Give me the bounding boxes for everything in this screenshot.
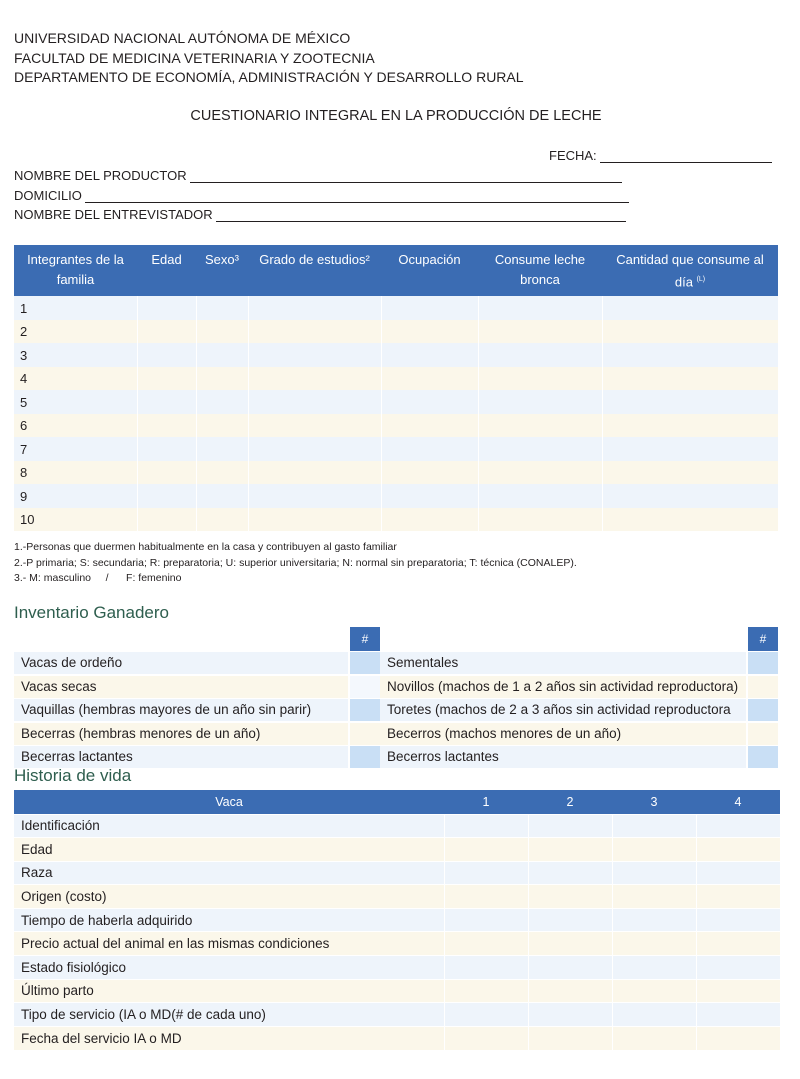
col-cow-3: 3 bbox=[612, 790, 696, 814]
footnote-3: 3.- M: masculino / F: femenino bbox=[14, 572, 182, 584]
family-cell[interactable] bbox=[196, 414, 248, 438]
history-cell[interactable] bbox=[612, 838, 696, 862]
history-row-label: Identificación bbox=[14, 814, 444, 838]
family-cell[interactable] bbox=[478, 484, 602, 508]
address-label: DOMICILIO bbox=[14, 188, 82, 203]
family-cell[interactable] bbox=[196, 461, 248, 485]
family-cell[interactable] bbox=[381, 367, 478, 391]
family-cell[interactable] bbox=[137, 390, 196, 414]
family-cell[interactable] bbox=[478, 296, 602, 320]
university-name: UNIVERSIDAD NACIONAL AUTÓNOMA DE MÉXICO bbox=[14, 30, 351, 46]
history-title: Historia de vida bbox=[14, 766, 132, 785]
history-cell[interactable] bbox=[528, 814, 612, 838]
history-table-header bbox=[14, 790, 780, 814]
inventory-title: Inventario Ganadero bbox=[14, 603, 169, 622]
unit-sup: (L) bbox=[696, 276, 706, 283]
family-cell[interactable] bbox=[478, 461, 602, 485]
history-cell[interactable] bbox=[444, 908, 528, 932]
table-row bbox=[14, 320, 778, 344]
history-cell[interactable] bbox=[444, 814, 528, 838]
table-row bbox=[14, 956, 780, 980]
family-cell[interactable] bbox=[602, 390, 778, 414]
history-cell[interactable] bbox=[528, 932, 612, 956]
family-cell[interactable] bbox=[381, 461, 478, 485]
family-cell[interactable] bbox=[196, 296, 248, 320]
family-cell[interactable] bbox=[478, 343, 602, 367]
history-cell[interactable] bbox=[696, 979, 780, 1003]
family-cell[interactable] bbox=[602, 367, 778, 391]
family-cell[interactable] bbox=[248, 437, 381, 461]
inventory-item-left: Vacas secas bbox=[14, 676, 348, 698]
producer-label: NOMBRE DEL PRODUCTOR bbox=[14, 168, 187, 183]
interviewer-field[interactable] bbox=[14, 207, 626, 222]
family-cell[interactable] bbox=[137, 320, 196, 344]
family-cell[interactable] bbox=[137, 414, 196, 438]
history-cell[interactable] bbox=[612, 885, 696, 909]
col-cow-4: 4 bbox=[696, 790, 780, 814]
family-cell[interactable] bbox=[137, 367, 196, 391]
family-cell[interactable] bbox=[196, 343, 248, 367]
history-cell[interactable] bbox=[444, 932, 528, 956]
family-cell[interactable] bbox=[248, 414, 381, 438]
family-cell[interactable] bbox=[137, 296, 196, 320]
col-sex: Sexo³ bbox=[196, 245, 248, 296]
row-number: 8 bbox=[14, 461, 137, 485]
history-cell[interactable] bbox=[528, 885, 612, 909]
history-cell[interactable] bbox=[444, 885, 528, 909]
document-title: CUESTIONARIO INTEGRAL EN LA PRODUCCIÓN DE LECHE bbox=[190, 108, 602, 124]
history-cell[interactable] bbox=[528, 1026, 612, 1050]
family-cell[interactable] bbox=[248, 343, 381, 367]
family-cell[interactable] bbox=[196, 390, 248, 414]
table-row bbox=[14, 908, 780, 932]
history-row-label: Tiempo de haberla adquirido bbox=[14, 908, 444, 932]
family-cell[interactable] bbox=[602, 296, 778, 320]
table-row bbox=[14, 1026, 780, 1050]
family-cell[interactable] bbox=[196, 320, 248, 344]
col-cow-1: 1 bbox=[444, 790, 528, 814]
history-cell[interactable] bbox=[444, 956, 528, 980]
family-cell[interactable] bbox=[248, 367, 381, 391]
history-cell[interactable] bbox=[612, 1026, 696, 1050]
row-number: 2 bbox=[14, 320, 137, 344]
history-row-label: Estado fisiológico bbox=[14, 956, 444, 980]
table-row bbox=[14, 979, 780, 1003]
row-number: 3 bbox=[14, 343, 137, 367]
interviewer-label: NOMBRE DEL ENTREVISTADOR bbox=[14, 207, 213, 222]
history-cell[interactable] bbox=[696, 908, 780, 932]
table-row bbox=[14, 1003, 780, 1027]
address-field[interactable] bbox=[14, 188, 629, 203]
department-name: DEPARTAMENTO DE ECONOMÍA, ADMINISTRACIÓN Y DESARROLLO RURAL bbox=[14, 69, 524, 85]
date-underline[interactable] bbox=[600, 151, 772, 163]
family-cell[interactable] bbox=[248, 484, 381, 508]
family-cell[interactable] bbox=[478, 414, 602, 438]
history-cell[interactable] bbox=[696, 1026, 780, 1050]
table-row bbox=[14, 932, 780, 956]
history-cell[interactable] bbox=[528, 861, 612, 885]
history-cell[interactable] bbox=[696, 814, 780, 838]
family-cell[interactable] bbox=[137, 484, 196, 508]
footnote-1: 1.-Personas que duermen habitualmente en la casa y contribuyen al gasto familiar bbox=[14, 541, 397, 553]
address-underline[interactable] bbox=[85, 191, 629, 203]
table-row bbox=[14, 484, 778, 508]
family-cell[interactable] bbox=[381, 343, 478, 367]
history-cell[interactable] bbox=[444, 1026, 528, 1050]
inventory-item-right: Novillos (machos de 1 a 2 años sin actividad reproductora) bbox=[380, 676, 746, 698]
family-cell[interactable] bbox=[248, 461, 381, 485]
footnotes bbox=[14, 540, 577, 587]
history-cell[interactable] bbox=[444, 1003, 528, 1027]
col-daily-quantity bbox=[602, 245, 778, 296]
table-row bbox=[14, 414, 778, 438]
inventory-count-box[interactable] bbox=[748, 699, 778, 721]
daily-quantity-label: Cantidad que consume al día bbox=[616, 252, 764, 290]
inventory-item-right: Toretes (machos de 2 a 3 años sin actividad reproductora bbox=[380, 699, 746, 721]
history-row-label: Fecha del servicio IA o MD bbox=[14, 1026, 444, 1050]
inventory-item-right: Sementales bbox=[380, 652, 746, 674]
date-field[interactable] bbox=[549, 148, 772, 163]
row-number: 9 bbox=[14, 484, 137, 508]
inventory-count-box[interactable] bbox=[350, 699, 380, 721]
producer-underline[interactable] bbox=[190, 171, 622, 183]
family-cell[interactable] bbox=[602, 414, 778, 438]
table-row bbox=[14, 885, 780, 909]
history-cell[interactable] bbox=[612, 908, 696, 932]
inventory-item-left: Vaquillas (hembras mayores de un año sin parir) bbox=[14, 699, 348, 721]
family-cell[interactable] bbox=[196, 367, 248, 391]
family-cell[interactable] bbox=[381, 414, 478, 438]
col-cow-2: 2 bbox=[528, 790, 612, 814]
family-cell[interactable] bbox=[478, 437, 602, 461]
history-table bbox=[14, 790, 781, 1050]
col-members: Integrantes de la familia bbox=[14, 245, 137, 296]
footnote-2: 2.-P primaria; S: secundaria; R: preparatoria; U: superior universitaria; N: normal sin preparatoria; T: técnica (CONALEP). bbox=[14, 556, 577, 569]
inventory-count-box[interactable] bbox=[350, 746, 380, 768]
family-cell[interactable] bbox=[602, 343, 778, 367]
family-cell[interactable] bbox=[137, 343, 196, 367]
family-cell[interactable] bbox=[478, 320, 602, 344]
history-cell[interactable] bbox=[612, 979, 696, 1003]
table-row bbox=[14, 814, 780, 838]
family-cell[interactable] bbox=[381, 390, 478, 414]
producer-field[interactable] bbox=[14, 168, 622, 183]
family-cell[interactable] bbox=[602, 508, 778, 532]
history-cell[interactable] bbox=[612, 932, 696, 956]
table-row bbox=[14, 861, 780, 885]
inventory-hash-right: # bbox=[748, 627, 778, 651]
row-number: 10 bbox=[14, 508, 137, 532]
row-number: 4 bbox=[14, 367, 137, 391]
family-cell[interactable] bbox=[478, 390, 602, 414]
inventory-count-box[interactable] bbox=[748, 746, 778, 768]
inventory-count-box[interactable] bbox=[350, 723, 380, 745]
inventory-hash-left: # bbox=[350, 627, 380, 651]
family-cell[interactable] bbox=[381, 508, 478, 532]
family-cell[interactable] bbox=[381, 437, 478, 461]
history-row-label: Origen (costo) bbox=[14, 885, 444, 909]
row-number: 7 bbox=[14, 437, 137, 461]
inventory-item-left: Becerras lactantes bbox=[14, 746, 348, 768]
history-cell[interactable] bbox=[696, 1003, 780, 1027]
row-number: 1 bbox=[14, 296, 137, 320]
interviewer-underline[interactable] bbox=[216, 210, 626, 222]
inventory-item-right: Becerros (machos menores de un año) bbox=[380, 723, 746, 745]
col-raw-milk: Consume leche bronca bbox=[478, 245, 602, 296]
col-education: Grado de estudios² bbox=[248, 245, 381, 296]
history-cell[interactable] bbox=[612, 861, 696, 885]
inventory-count-box[interactable] bbox=[748, 676, 778, 698]
history-cell[interactable] bbox=[528, 908, 612, 932]
history-cell[interactable] bbox=[528, 838, 612, 862]
faculty-name: FACULTAD DE MEDICINA VETERINARIA Y ZOOTECNIA bbox=[14, 50, 375, 66]
family-cell[interactable] bbox=[137, 437, 196, 461]
family-cell[interactable] bbox=[248, 320, 381, 344]
family-cell[interactable] bbox=[248, 390, 381, 414]
inventory-count-box[interactable] bbox=[350, 652, 380, 674]
inventory-count-box[interactable] bbox=[350, 676, 380, 698]
family-cell[interactable] bbox=[478, 367, 602, 391]
inventory-count-box[interactable] bbox=[748, 652, 778, 674]
family-cell[interactable] bbox=[381, 320, 478, 344]
family-cell[interactable] bbox=[137, 508, 196, 532]
history-row-label: Tipo de servicio (IA o MD(# de cada uno) bbox=[14, 1003, 444, 1027]
history-row-label: Precio actual del animal en las mismas condiciones bbox=[14, 932, 444, 956]
inventory-item-left: Becerras (hembras menores de un año) bbox=[14, 723, 348, 745]
family-cell[interactable] bbox=[196, 484, 248, 508]
table-row bbox=[14, 508, 778, 532]
history-row-label: Último parto bbox=[14, 979, 444, 1003]
history-cell[interactable] bbox=[612, 1003, 696, 1027]
history-row-label: Edad bbox=[14, 838, 444, 862]
table-row bbox=[14, 838, 780, 862]
inventory-item-left: Vacas de ordeño bbox=[14, 652, 348, 674]
table-row bbox=[14, 343, 778, 367]
history-cell[interactable] bbox=[696, 932, 780, 956]
col-age: Edad bbox=[137, 245, 196, 296]
family-table-header bbox=[14, 245, 778, 296]
family-cell[interactable] bbox=[478, 508, 602, 532]
row-number: 5 bbox=[14, 390, 137, 414]
table-row bbox=[14, 390, 778, 414]
history-cell[interactable] bbox=[612, 814, 696, 838]
history-cell[interactable] bbox=[696, 956, 780, 980]
history-cell[interactable] bbox=[528, 979, 612, 1003]
table-row bbox=[14, 461, 778, 485]
history-cell[interactable] bbox=[444, 979, 528, 1003]
history-cell[interactable] bbox=[444, 838, 528, 862]
family-cell[interactable] bbox=[602, 484, 778, 508]
history-cell[interactable] bbox=[696, 885, 780, 909]
row-number: 6 bbox=[14, 414, 137, 438]
history-cell[interactable] bbox=[528, 956, 612, 980]
family-cell[interactable] bbox=[381, 484, 478, 508]
inventory-item-right: Becerros lactantes bbox=[380, 746, 746, 768]
family-cell[interactable] bbox=[602, 437, 778, 461]
history-cell[interactable] bbox=[696, 838, 780, 862]
family-cell[interactable] bbox=[602, 461, 778, 485]
date-label: FECHA: bbox=[549, 148, 597, 163]
table-row bbox=[14, 296, 778, 320]
history-cell[interactable] bbox=[444, 861, 528, 885]
family-cell[interactable] bbox=[248, 508, 381, 532]
table-row bbox=[14, 437, 778, 461]
family-table bbox=[14, 245, 778, 531]
history-cell[interactable] bbox=[528, 1003, 612, 1027]
table-row bbox=[14, 367, 778, 391]
history-cell[interactable] bbox=[696, 861, 780, 885]
family-cell[interactable] bbox=[137, 461, 196, 485]
family-cell[interactable] bbox=[196, 437, 248, 461]
col-occupation: Ocupación bbox=[381, 245, 478, 296]
inventory-count-box[interactable] bbox=[748, 723, 778, 745]
history-cell[interactable] bbox=[612, 956, 696, 980]
family-cell[interactable] bbox=[602, 320, 778, 344]
family-cell[interactable] bbox=[196, 508, 248, 532]
col-cow: Vaca bbox=[14, 790, 444, 814]
family-cell[interactable] bbox=[381, 296, 478, 320]
history-row-label: Raza bbox=[14, 861, 444, 885]
family-cell[interactable] bbox=[248, 296, 381, 320]
